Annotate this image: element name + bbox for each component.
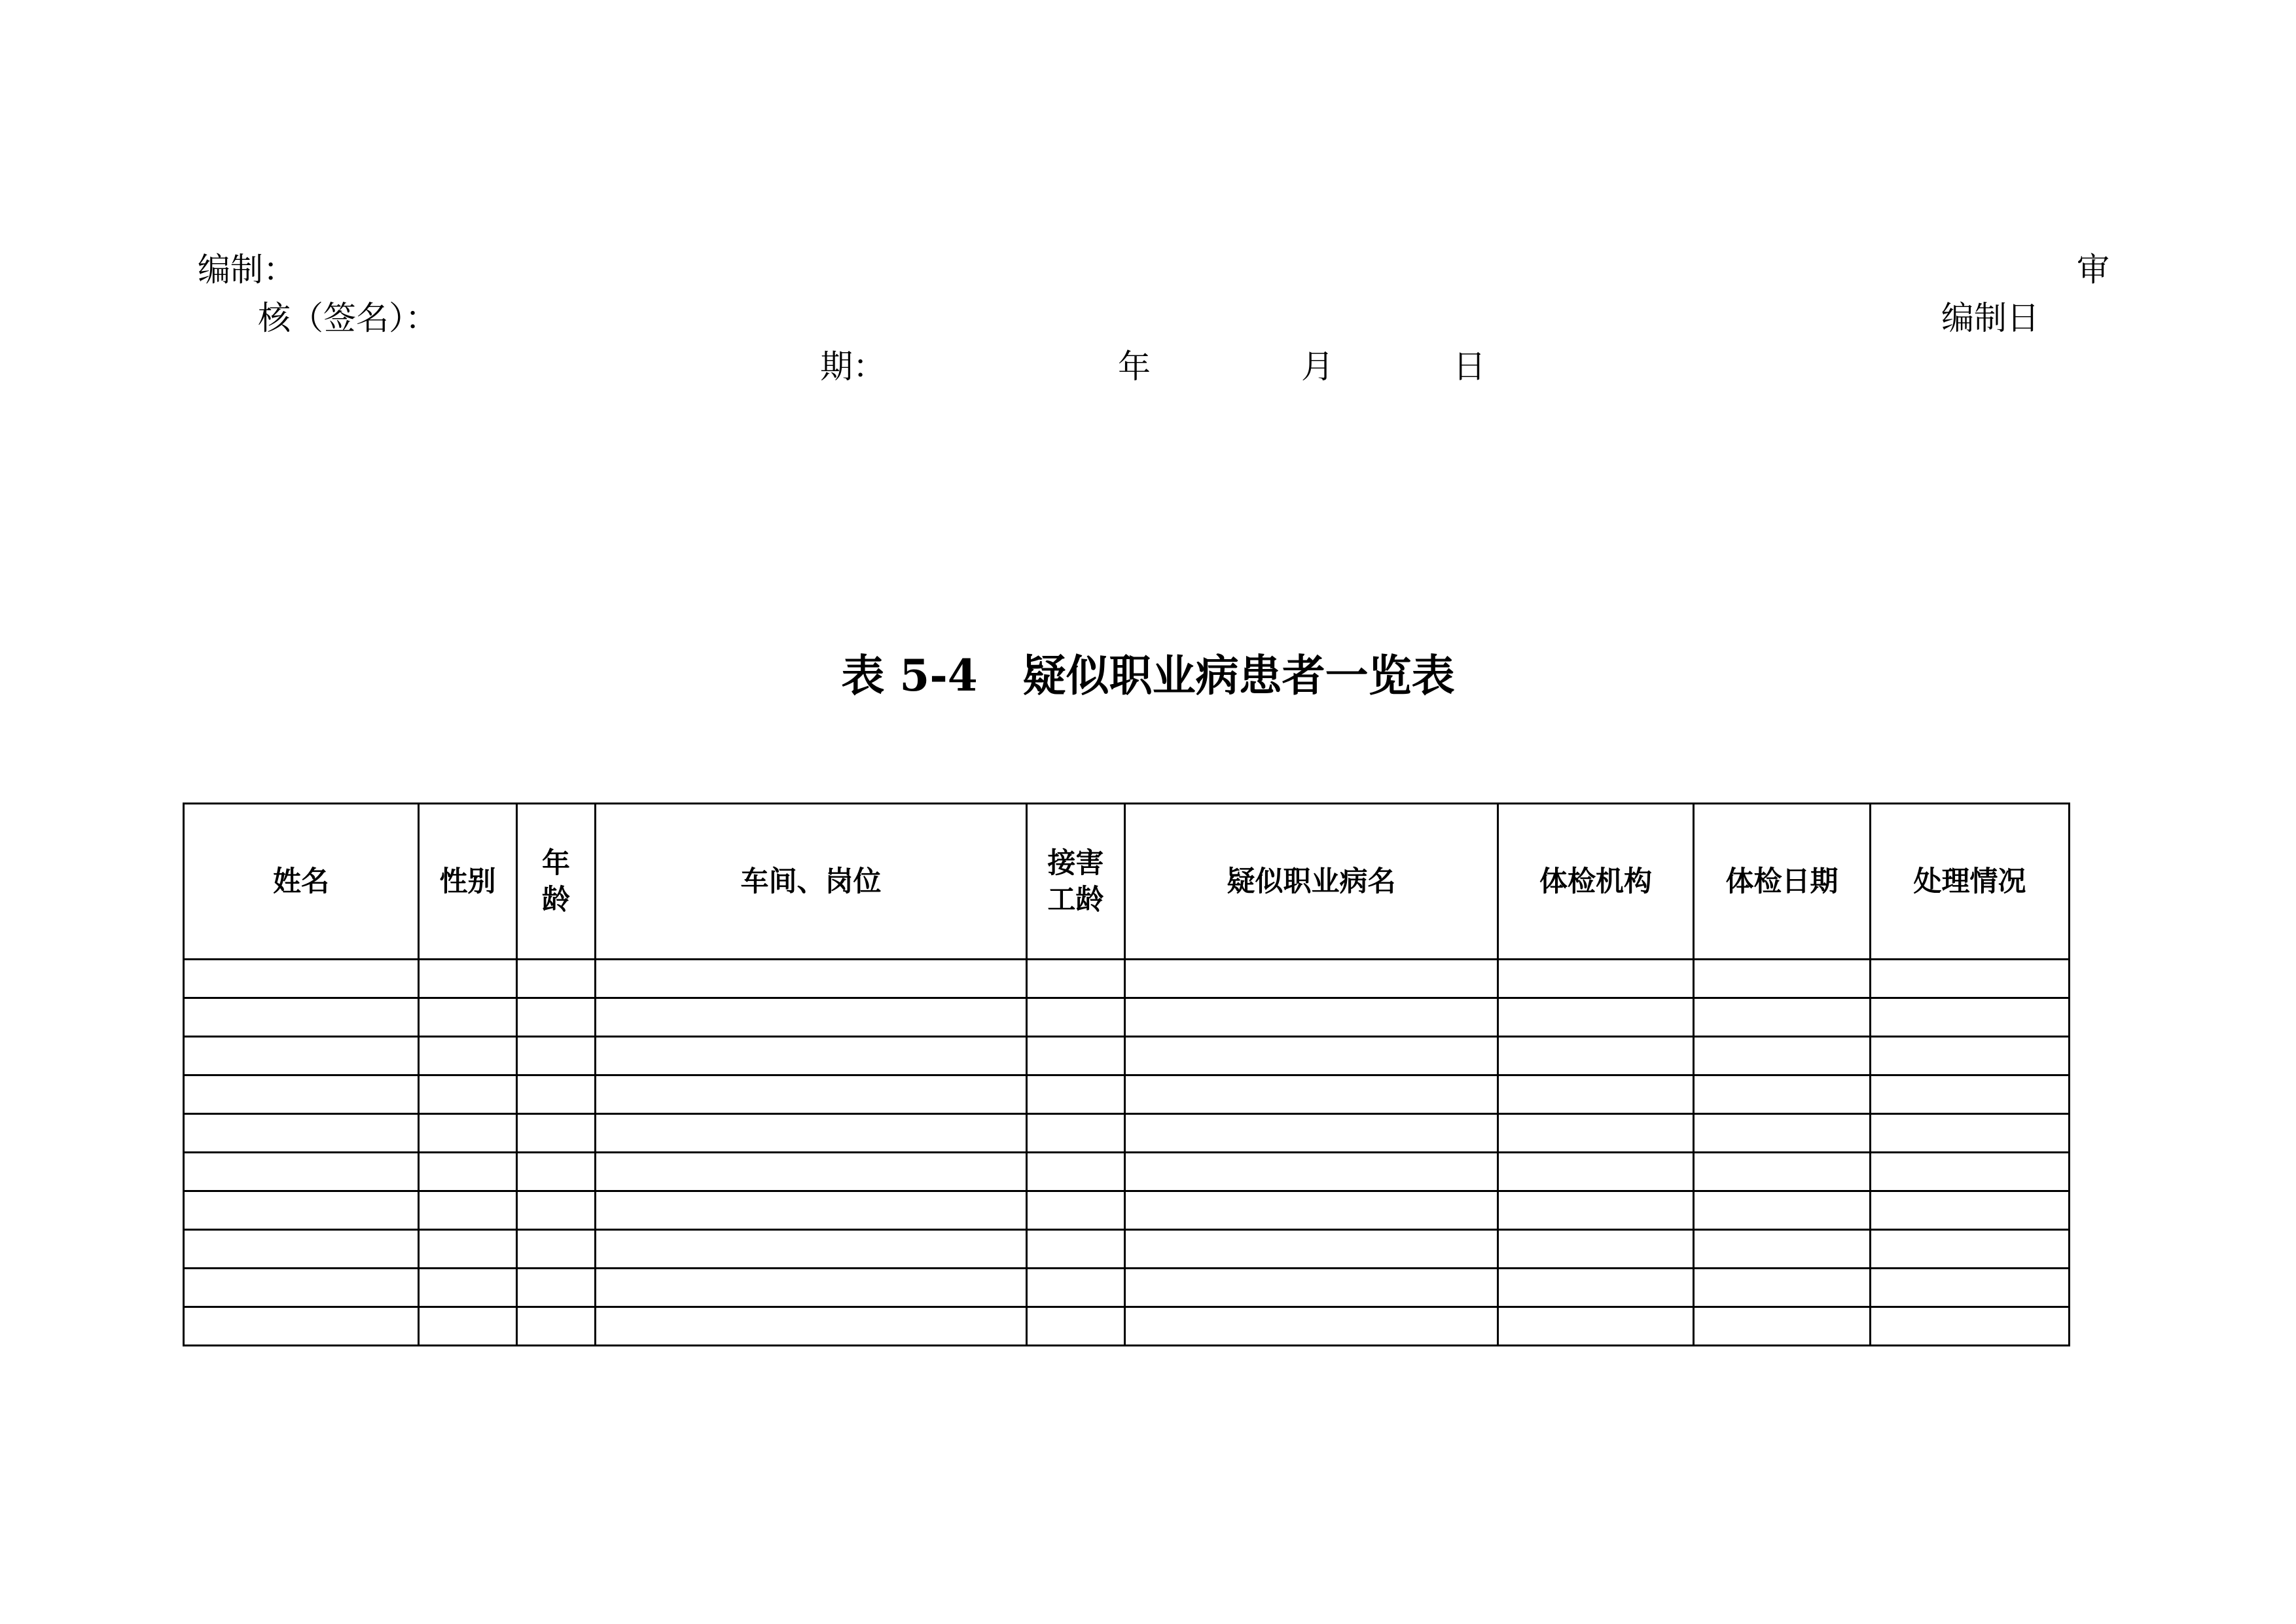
table-cell[interactable] bbox=[1871, 1191, 2070, 1230]
table-cell[interactable] bbox=[419, 1153, 517, 1191]
column-header-age: 年 龄 bbox=[517, 804, 596, 960]
review-label-part2: 核（签名）： bbox=[258, 299, 438, 337]
table-cell[interactable] bbox=[517, 1230, 596, 1269]
table-cell[interactable] bbox=[419, 1114, 517, 1153]
table-cell[interactable] bbox=[184, 1075, 419, 1114]
table-cell[interactable] bbox=[1027, 1153, 1125, 1191]
table-cell[interactable] bbox=[1027, 998, 1125, 1037]
table-cell[interactable] bbox=[596, 1153, 1027, 1191]
compiled-by-label: 编制： bbox=[198, 251, 296, 289]
table-cell[interactable] bbox=[517, 1269, 596, 1307]
table-cell[interactable] bbox=[1871, 1230, 2070, 1269]
table-cell[interactable] bbox=[419, 1037, 517, 1075]
column-header-workshop-post: 车间、岗位 bbox=[596, 804, 1027, 960]
table-cell[interactable] bbox=[1694, 1307, 1871, 1346]
table-cell[interactable] bbox=[596, 1307, 1027, 1346]
table-cell[interactable] bbox=[419, 1307, 517, 1346]
table-cell[interactable] bbox=[1871, 998, 2070, 1037]
day-label: 日 bbox=[1453, 348, 1486, 386]
table-cell[interactable] bbox=[1498, 1114, 1694, 1153]
table-row bbox=[184, 960, 2070, 998]
table-cell[interactable] bbox=[1498, 1230, 1694, 1269]
table-cell[interactable] bbox=[1498, 1307, 1694, 1346]
review-label-part1: 审 bbox=[2077, 251, 2109, 289]
table-cell[interactable] bbox=[596, 998, 1027, 1037]
table-cell[interactable] bbox=[184, 960, 419, 998]
table-row bbox=[184, 1037, 2070, 1075]
suspected-occupational-disease-table bbox=[183, 803, 2070, 1346]
table-cell[interactable] bbox=[1871, 1153, 2070, 1191]
table-row bbox=[184, 998, 2070, 1037]
table-cell[interactable] bbox=[1694, 998, 1871, 1037]
table-cell[interactable] bbox=[419, 998, 517, 1037]
column-header-exam-date: 体检日期 bbox=[1694, 804, 1871, 960]
table-cell[interactable] bbox=[596, 1037, 1027, 1075]
table-cell[interactable] bbox=[596, 960, 1027, 998]
table-cell[interactable] bbox=[419, 1269, 517, 1307]
table-cell[interactable] bbox=[1871, 1114, 2070, 1153]
table-cell[interactable] bbox=[517, 1075, 596, 1114]
column-header-exam-institution: 体检机构 bbox=[1498, 804, 1694, 960]
table-cell[interactable] bbox=[419, 1075, 517, 1114]
table-row bbox=[184, 1269, 2070, 1307]
table-row bbox=[184, 1307, 2070, 1346]
table-cell[interactable] bbox=[1694, 1191, 1871, 1230]
table-cell[interactable] bbox=[1694, 1230, 1871, 1269]
table-cell[interactable] bbox=[184, 1037, 419, 1075]
table-body bbox=[184, 960, 2070, 1346]
table-title: 表 5-4 疑似职业病患者一览表 bbox=[841, 650, 1455, 701]
table-row bbox=[184, 1114, 2070, 1153]
table-header-row bbox=[184, 804, 2070, 960]
table-cell[interactable] bbox=[184, 998, 419, 1037]
table-cell[interactable] bbox=[1694, 960, 1871, 998]
table-cell[interactable] bbox=[517, 1114, 596, 1153]
table-cell[interactable] bbox=[1498, 1153, 1694, 1191]
table-cell[interactable] bbox=[517, 998, 596, 1037]
table-cell[interactable] bbox=[1694, 1269, 1871, 1307]
table-cell[interactable] bbox=[517, 1191, 596, 1230]
compile-date-label-part2: 期： bbox=[820, 348, 886, 386]
table-cell[interactable] bbox=[1027, 1114, 1125, 1153]
column-header-suspected-disease: 疑似职业病名 bbox=[1125, 804, 1498, 960]
table-cell[interactable] bbox=[1498, 1269, 1694, 1307]
table-cell[interactable] bbox=[596, 1114, 1027, 1153]
month-label: 月 bbox=[1301, 348, 1334, 386]
table-cell[interactable] bbox=[517, 1153, 596, 1191]
table-cell[interactable] bbox=[1871, 1037, 2070, 1075]
table-cell[interactable] bbox=[596, 1269, 1027, 1307]
table-cell[interactable] bbox=[1694, 1153, 1871, 1191]
table-cell[interactable] bbox=[184, 1191, 419, 1230]
table-cell[interactable] bbox=[1498, 998, 1694, 1037]
table-cell[interactable] bbox=[1694, 1037, 1871, 1075]
table-cell[interactable] bbox=[184, 1307, 419, 1346]
table-cell[interactable] bbox=[517, 1307, 596, 1346]
table-cell[interactable] bbox=[1027, 960, 1125, 998]
table-row bbox=[184, 1230, 2070, 1269]
table-cell[interactable] bbox=[1125, 1269, 1498, 1307]
table-cell[interactable] bbox=[1125, 1230, 1498, 1269]
table-cell[interactable] bbox=[1694, 1075, 1871, 1114]
table-cell[interactable] bbox=[1498, 1191, 1694, 1230]
table-cell[interactable] bbox=[1125, 1191, 1498, 1230]
table-row bbox=[184, 1153, 2070, 1191]
table-cell[interactable] bbox=[1694, 1114, 1871, 1153]
table-row bbox=[184, 1075, 2070, 1114]
table-cell[interactable] bbox=[1125, 1075, 1498, 1114]
table-cell[interactable] bbox=[1125, 960, 1498, 998]
table-cell[interactable] bbox=[1027, 1269, 1125, 1307]
table-cell[interactable] bbox=[1871, 1307, 2070, 1346]
table-row bbox=[184, 1191, 2070, 1230]
year-label: 年 bbox=[1118, 348, 1151, 386]
table-cell[interactable] bbox=[184, 1153, 419, 1191]
table-cell[interactable] bbox=[1027, 1037, 1125, 1075]
table-cell[interactable] bbox=[1125, 1153, 1498, 1191]
compile-date-label-part1: 编制日 bbox=[1941, 299, 2039, 337]
table-cell[interactable] bbox=[184, 1269, 419, 1307]
table-cell[interactable] bbox=[1498, 960, 1694, 998]
table-cell[interactable] bbox=[419, 960, 517, 998]
table-cell[interactable] bbox=[1027, 1307, 1125, 1346]
column-header-name: 姓名 bbox=[184, 804, 419, 960]
column-header-exposure-years: 接害 工龄 bbox=[1027, 804, 1125, 960]
column-header-handling: 处理情况 bbox=[1871, 804, 2070, 960]
table-cell[interactable] bbox=[419, 1230, 517, 1269]
table-cell[interactable] bbox=[517, 1037, 596, 1075]
table-cell[interactable] bbox=[419, 1191, 517, 1230]
table-cell[interactable] bbox=[184, 1114, 419, 1153]
table-cell[interactable] bbox=[596, 1191, 1027, 1230]
table-cell[interactable] bbox=[1125, 1037, 1498, 1075]
table-cell[interactable] bbox=[1125, 1307, 1498, 1346]
table-cell[interactable] bbox=[184, 1230, 419, 1269]
table-cell[interactable] bbox=[596, 1230, 1027, 1269]
table-cell[interactable] bbox=[1871, 1269, 2070, 1307]
table-cell[interactable] bbox=[596, 1075, 1027, 1114]
table-cell[interactable] bbox=[1871, 1075, 2070, 1114]
table-cell[interactable] bbox=[1498, 1037, 1694, 1075]
table-cell[interactable] bbox=[1498, 1075, 1694, 1114]
table-cell[interactable] bbox=[1027, 1230, 1125, 1269]
table-cell[interactable] bbox=[1027, 1075, 1125, 1114]
table-cell[interactable] bbox=[1027, 1191, 1125, 1230]
column-header-gender: 性别 bbox=[419, 804, 517, 960]
table-cell[interactable] bbox=[1125, 1114, 1498, 1153]
table-cell[interactable] bbox=[1871, 960, 2070, 998]
table-cell[interactable] bbox=[1125, 998, 1498, 1037]
table-cell[interactable] bbox=[517, 960, 596, 998]
